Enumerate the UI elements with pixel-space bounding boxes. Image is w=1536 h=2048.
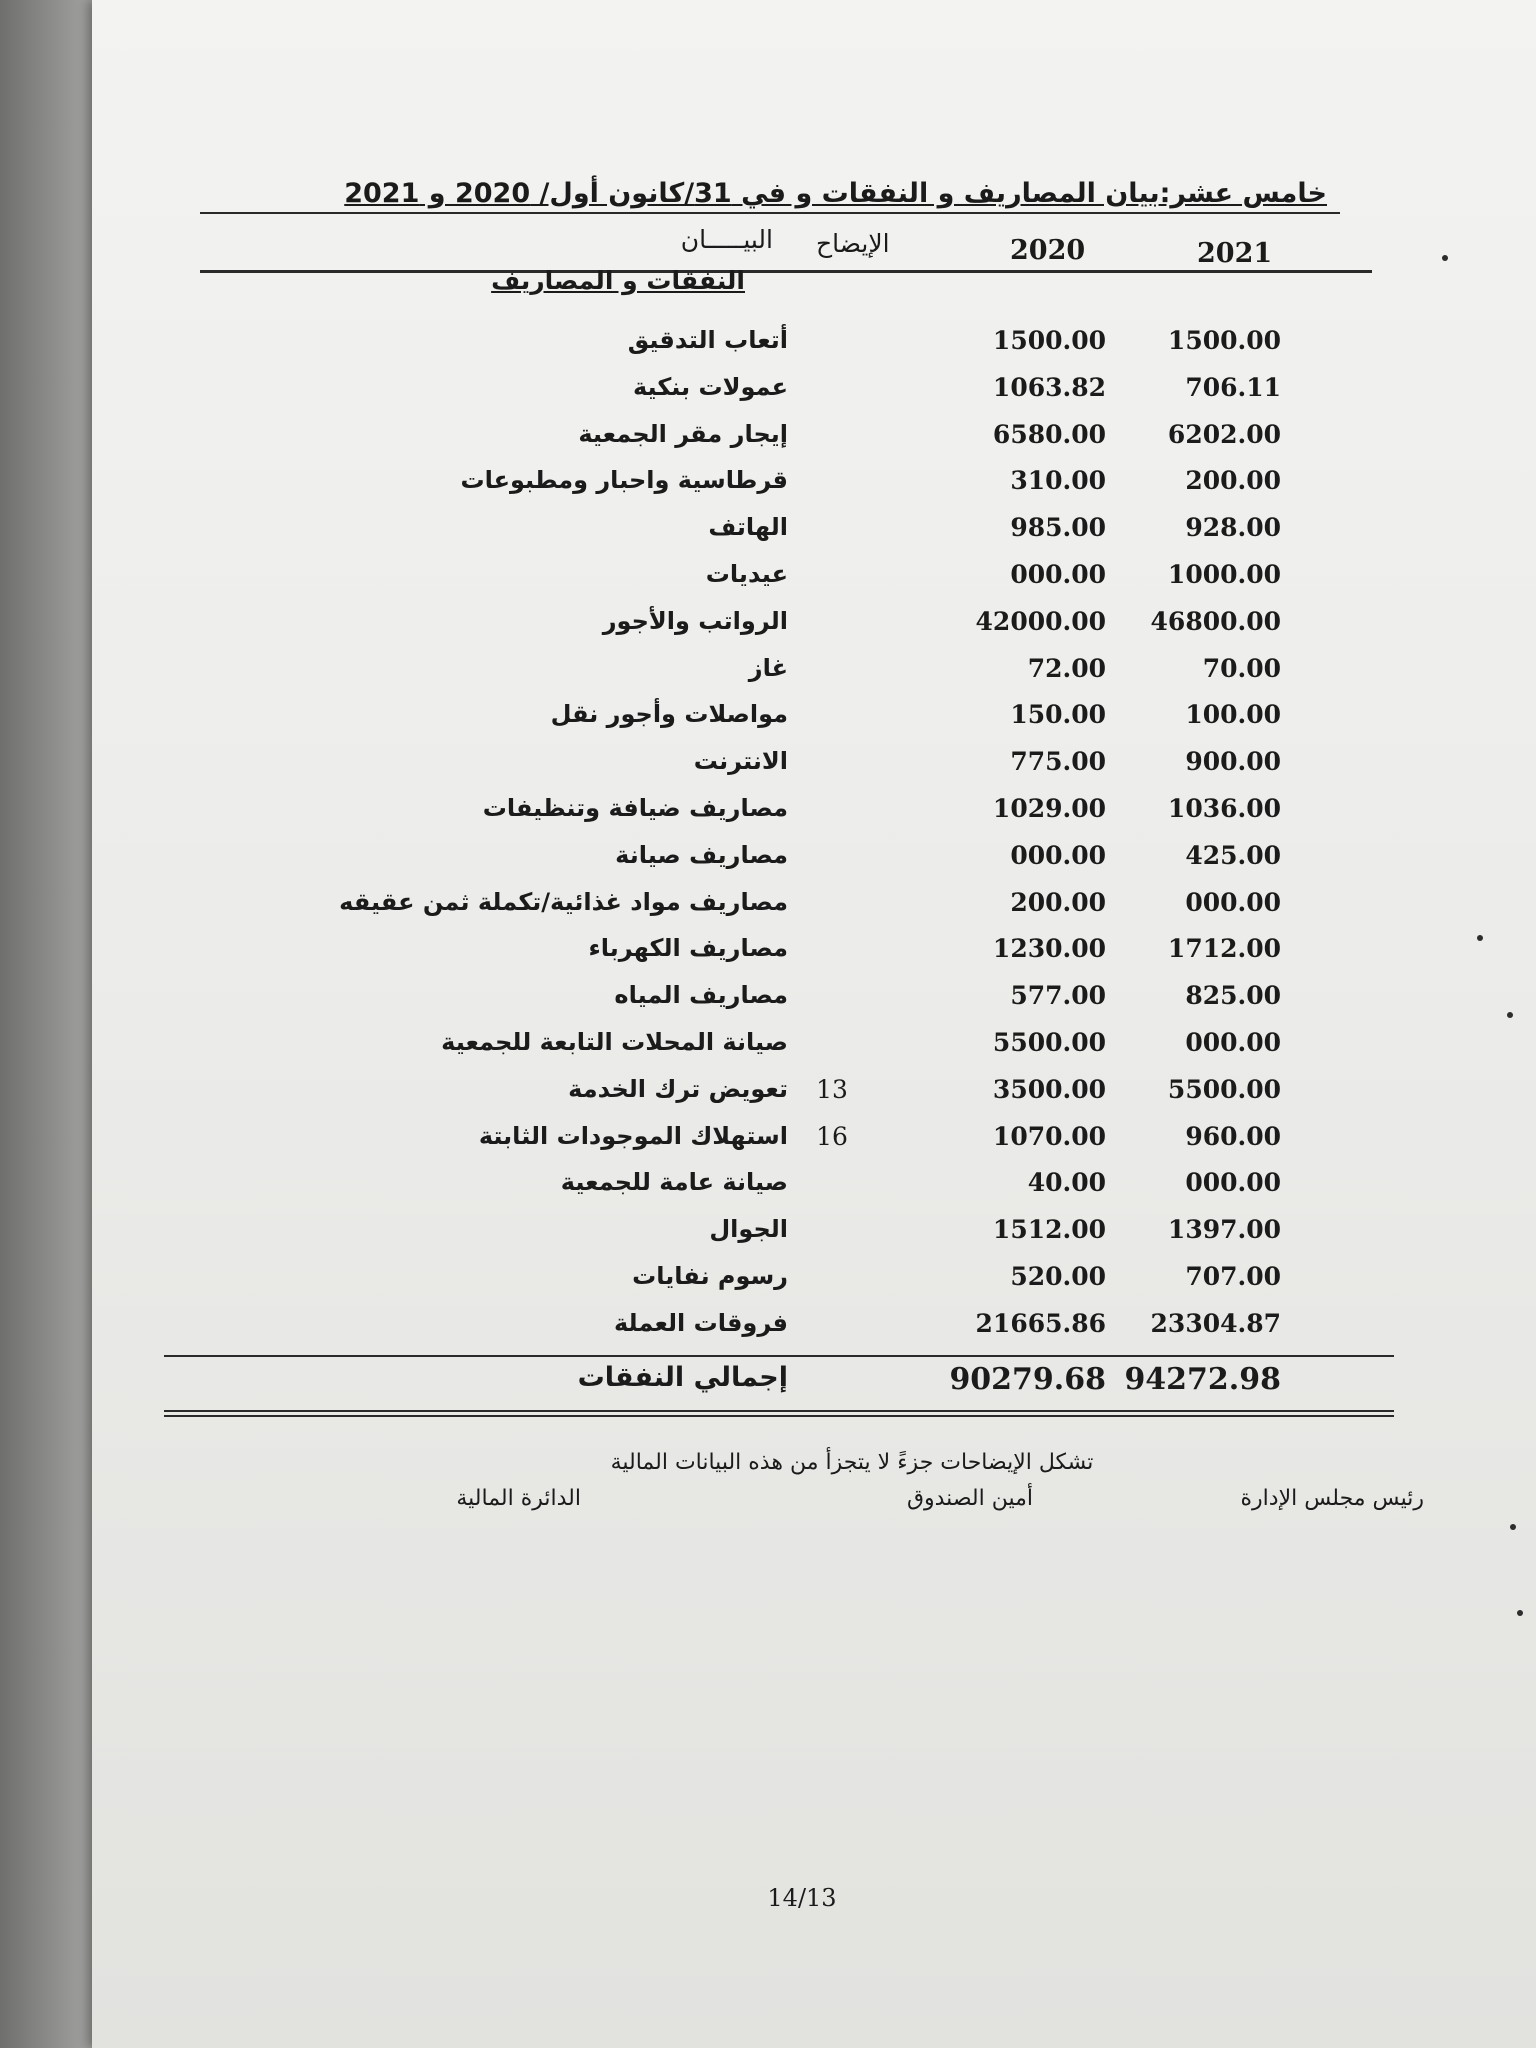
- table-row: [92, 560, 1536, 600]
- row-value-2020: 40.00: [1027, 1168, 1106, 1198]
- row-value-2020: 520.00: [1010, 1262, 1106, 1291]
- row-value-2021: 706.11: [1185, 372, 1281, 402]
- row-label: قرطاسية واحبار ومطبوعات: [460, 466, 788, 495]
- row-value-2020: 6580.00: [992, 419, 1106, 449]
- row-value-2021: 000.00: [1185, 887, 1281, 917]
- table-row: [92, 420, 1536, 460]
- row-label: الرواتب والأجور: [602, 606, 788, 635]
- table-row: [92, 654, 1536, 694]
- row-value-2021: 825.00: [1185, 981, 1281, 1011]
- row-value-2021: 928.00: [1185, 513, 1281, 543]
- row-value-2020: 000.00: [1010, 560, 1106, 589]
- table-row: [92, 1262, 1536, 1302]
- table-row: [92, 1122, 1536, 1162]
- row-value-2020: 1063.82: [992, 372, 1106, 402]
- row-label: تعويض ترك الخدمة: [568, 1074, 788, 1103]
- statement-title: خامس عشر:بيان المصاريف و النفقات و في 31/كانون أول/ 2020 و 2021: [344, 178, 1327, 209]
- row-value-2020: 775.00: [1010, 747, 1106, 777]
- row-value-2021: 1397.00: [1167, 1215, 1281, 1245]
- row-value-2021: 1036.00: [1167, 794, 1281, 823]
- row-label: إيجار مقر الجمعية: [578, 419, 788, 448]
- row-value-2021: 960.00: [1185, 1121, 1281, 1151]
- row-value-2020: 1070.00: [992, 1121, 1106, 1151]
- paper-speck: [1517, 1610, 1523, 1616]
- document-page: [92, 0, 1536, 2048]
- row-value-2020: 1512.00: [992, 1215, 1106, 1245]
- table-row: [92, 373, 1536, 413]
- table-row: [92, 888, 1536, 928]
- row-note: 16: [816, 1121, 848, 1151]
- table-row: [92, 513, 1536, 553]
- table-row: [92, 1028, 1536, 1068]
- title-rule: [200, 212, 1340, 214]
- signature-chairman: رئيس مجلس الإدارة: [1240, 1486, 1424, 1511]
- row-label: الانترنت: [693, 747, 788, 776]
- row-label: مصاريف الكهرباء: [588, 934, 788, 963]
- row-label: عمولات بنكية: [633, 372, 788, 401]
- row-label: مواصلات وأجور نقل: [550, 700, 788, 729]
- row-value-2021: 5500.00: [1167, 1074, 1281, 1104]
- row-value-2020: 577.00: [1010, 981, 1106, 1011]
- desk-background: [0, 0, 96, 2048]
- row-label: الهاتف: [708, 513, 788, 542]
- table-row: [92, 794, 1536, 834]
- section-heading: النفقات و المصاريف: [491, 266, 745, 295]
- table-row: [92, 747, 1536, 787]
- row-label: مصاريف المياه: [614, 981, 788, 1010]
- total-bottom-rule-2: [164, 1415, 1394, 1417]
- table-row: [92, 466, 1536, 506]
- row-value-2020: 5500.00: [992, 1028, 1106, 1057]
- table-row: [92, 981, 1536, 1021]
- table-row: [92, 700, 1536, 740]
- total-label: إجمالي النفقات: [577, 1362, 788, 1393]
- table-row: [92, 1168, 1536, 1208]
- row-value-2021: 425.00: [1185, 840, 1281, 870]
- row-label: مصاريف ضيافة وتنظيفات: [482, 794, 788, 822]
- row-value-2021: 1500.00: [1167, 326, 1281, 355]
- row-value-2021: 46800.00: [1150, 606, 1281, 636]
- row-value-2020: 1500.00: [992, 326, 1106, 355]
- row-value-2020: 72.00: [1027, 653, 1106, 683]
- total-2021: 94272.98: [1124, 1362, 1281, 1397]
- row-label: أتعاب التدقيق: [627, 326, 788, 354]
- table-row: [92, 607, 1536, 647]
- row-value-2020: 310.00: [1010, 466, 1106, 496]
- paper-speck: [1442, 255, 1448, 261]
- row-value-2021: 70.00: [1202, 653, 1281, 683]
- row-label: غاز: [748, 653, 788, 682]
- row-label: عيديات: [705, 560, 788, 588]
- column-header-note: الإيضاح: [816, 229, 890, 258]
- row-value-2020: 000.00: [1010, 840, 1106, 870]
- total-row: [92, 1362, 1536, 1402]
- table-row: [92, 1075, 1536, 1115]
- row-label: الجوال: [709, 1215, 788, 1244]
- row-value-2021: 200.00: [1185, 466, 1281, 496]
- row-value-2021: 23304.87: [1150, 1308, 1281, 1338]
- row-value-2021: 707.00: [1185, 1262, 1281, 1291]
- row-value-2020: 200.00: [1010, 887, 1106, 917]
- column-header-2021: 2021: [1197, 238, 1273, 269]
- row-value-2021: 900.00: [1185, 747, 1281, 777]
- row-label: مصاريف صيانة: [615, 840, 788, 869]
- signature-treasurer: أمين الصندوق: [906, 1486, 1033, 1511]
- paper-speck: [1477, 935, 1483, 941]
- row-value-2020: 1029.00: [992, 794, 1106, 823]
- row-value-2020: 1230.00: [992, 934, 1106, 964]
- total-top-rule: [164, 1355, 1394, 1357]
- row-value-2020: 985.00: [1010, 513, 1106, 543]
- total-2020: 90279.68: [949, 1362, 1106, 1397]
- row-note: 13: [816, 1074, 848, 1104]
- row-value-2021: 1000.00: [1167, 560, 1281, 589]
- table-row: [92, 841, 1536, 881]
- column-header-description: البيـــــان: [680, 225, 773, 254]
- row-value-2021: 000.00: [1185, 1028, 1281, 1057]
- row-label: فروقات العملة: [614, 1308, 788, 1337]
- row-value-2021: 6202.00: [1167, 419, 1281, 449]
- row-value-2020: 21665.86: [975, 1308, 1106, 1338]
- column-header-2020: 2020: [1010, 235, 1086, 266]
- signature-finance: الدائرة المالية: [456, 1486, 581, 1511]
- row-label: صيانة عامة للجمعية: [560, 1168, 788, 1197]
- table-row: [92, 1215, 1536, 1255]
- row-value-2021: 000.00: [1185, 1168, 1281, 1198]
- row-label: صيانة المحلات التابعة للجمعية: [441, 1028, 788, 1056]
- row-label: رسوم نفايات: [632, 1262, 788, 1290]
- row-value-2021: 1712.00: [1167, 934, 1281, 964]
- total-bottom-rule-1: [164, 1410, 1394, 1412]
- table-row: [92, 934, 1536, 974]
- paper-speck: [1510, 1524, 1516, 1530]
- footer-note: تشكل الإيضاحات جزءً لا يتجزأ من هذه البيانات المالية: [610, 1450, 1094, 1475]
- row-value-2020: 42000.00: [975, 606, 1106, 636]
- table-row: [92, 326, 1536, 366]
- row-value-2020: 3500.00: [992, 1074, 1106, 1104]
- table-row: [92, 1309, 1536, 1349]
- header-rule: [200, 270, 1372, 273]
- page-number: 14/13: [767, 1884, 837, 1912]
- paper-speck: [1507, 1012, 1513, 1018]
- row-value-2020: 150.00: [1010, 700, 1106, 730]
- row-value-2021: 100.00: [1185, 700, 1281, 730]
- row-label: استهلاك الموجودات الثابتة: [478, 1121, 788, 1150]
- row-label: مصاريف مواد غذائية/تكملة ثمن عقيقه: [339, 887, 788, 916]
